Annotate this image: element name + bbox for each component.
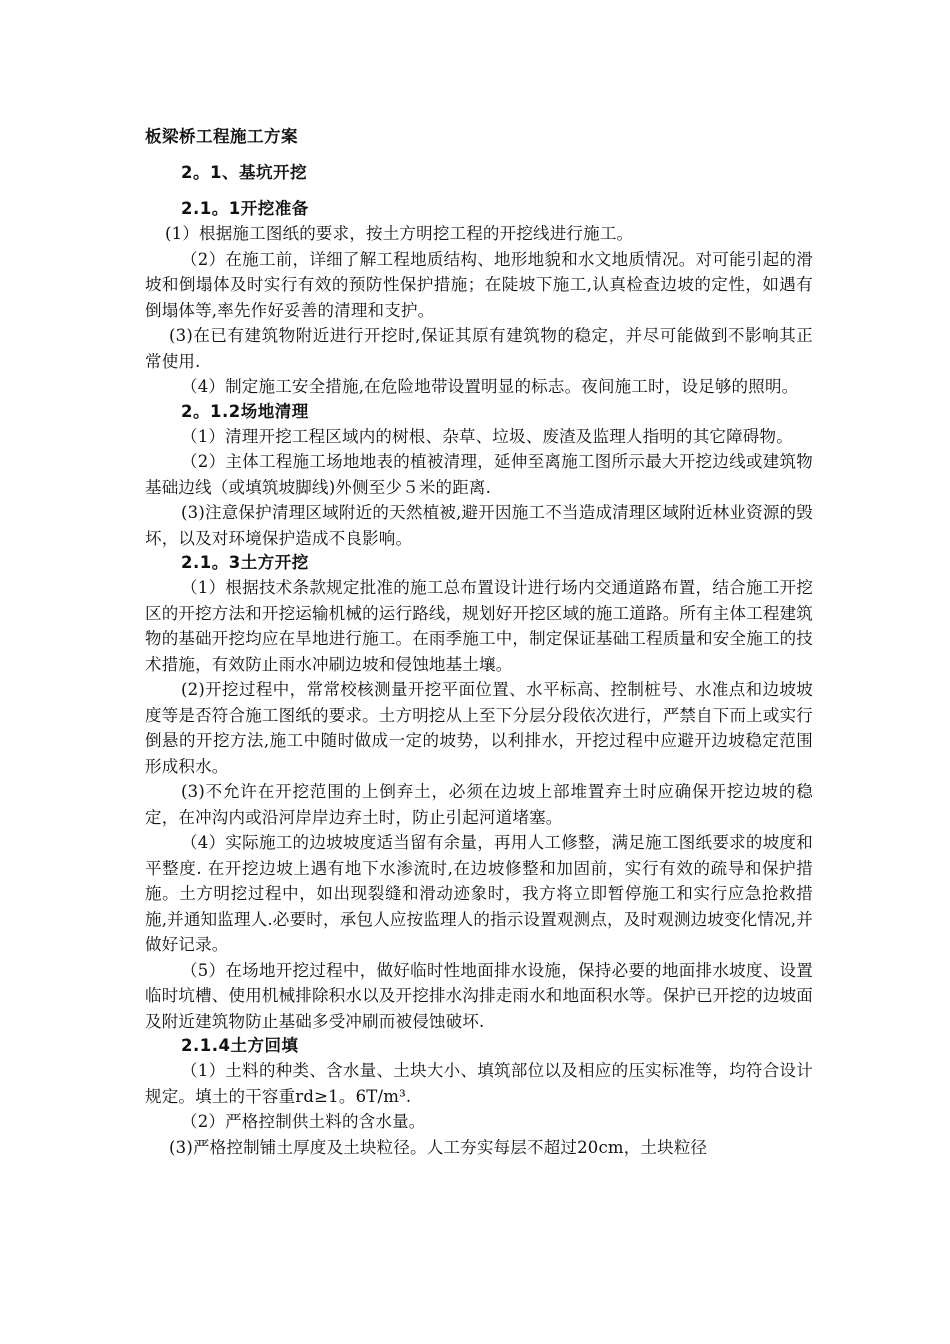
document-page bbox=[145, 125, 813, 1160]
document-title: 板梁桥工程施工方案 bbox=[145, 127, 298, 146]
paragraph: (3)不允许在开挖范围的上倒弃土，必须在边坡上部堆置弃土时应确保开挖边坡的稳定，在冲沟内或沿河岸岸边弃土时，防止引起河道堵塞。 bbox=[145, 782, 813, 827]
paragraph: (3)注意保护清理区域附近的天然植被,避开因施工不当造成清理区域附近林业资源的毁坏，以及对环境保护造成不良影响。 bbox=[145, 503, 813, 548]
section-heading: 2。1、基坑开挖 bbox=[181, 163, 307, 182]
paragraph: （1）土料的种类、含水量、土块大小、填筑部位以及相应的压实标准等，均符合设计规定。填土的干容重rd≥1。6T/m³. bbox=[145, 1061, 813, 1106]
paragraph: （5）在场地开挖过程中，做好临时性地面排水设施，保持必要的地面排水坡度、设置临时坑槽、使用机械排除积水以及开挖排水沟排走雨水和地面积水等。保护已开挖的边坡面及附近建筑物防止基础多受冲刷而被侵蚀破坏. bbox=[145, 960, 813, 1031]
paragraph: (1）根据施工图纸的要求，按土方明挖工程的开挖线进行施工。 bbox=[165, 224, 634, 243]
paragraph: (2)开挖过程中，常常校核测量开挖平面位置、水平标高、控制桩号、水准点和边坡坡度等是否符合施工图纸的要求。土方明挖从上至下分层分段依次进行，严禁自下而上或实行倒悬的开挖方法,施工中随时做成一定的坡势，以利排水，开挖过程中应避开边坡稳定范围形成积水。 bbox=[145, 680, 813, 776]
paragraph: （2）在施工前，详细了解工程地质结构、地形地貌和水文地质情况。对可能引起的滑坡和倒塌体及时实行有效的预防性保护措施；在陡坡下施工,认真检查边坡的定性，如遇有倒塌体等,率先作好妥善的清理和支护。 bbox=[145, 249, 813, 320]
paragraph: （2）严格控制供土料的含水量。 bbox=[181, 1112, 426, 1131]
subsection-heading-excavation-prep: 2.1。1开挖准备 bbox=[181, 199, 309, 218]
subsection-heading-earth-excavation: 2.1。3土方开挖 bbox=[181, 553, 309, 572]
paragraph: （1）根据技术条款规定批准的施工总布置设计进行场内交通道路布置，结合施工开挖区的开挖方法和开挖运输机械的运行路线，规划好开挖区域的施工道路。所有主体工程建筑物的基础开挖均应在旱地进行施工。在雨季施工中，制定保证基础工程质量和安全施工的技术措施，有效防止雨水冲刷边坡和侵蚀地基土壤。 bbox=[145, 578, 813, 674]
subsection-heading-backfill: 2.1.4土方回填 bbox=[181, 1036, 299, 1055]
paragraph: （4）制定施工安全措施,在危险地带设置明显的标志。夜间施工时，设足够的照明。 bbox=[181, 377, 799, 396]
paragraph: （4）实际施工的边坡坡度适当留有余量，再用人工修整，满足施工图纸要求的坡度和平整度. 在开挖边坡上遇有地下水渗流时,在边坡修整和加固前，实行有效的疏导和保护措施。土方明挖过程中，如出现裂缝和滑动迹象时，我方将立即暂停施工和实行应急抢救措施,并通知监理人.必要时，承包人应按监理人的指示设置观测点，及时观测边坡变化情况,并做好记录。 bbox=[145, 833, 813, 954]
subsection-heading-site-clearing: 2。1.2场地清理 bbox=[181, 401, 309, 421]
paragraph: （2）主体工程施工场地地表的植被清理，延伸至离施工图所示最大开挖边线或建筑物基础边线（或填筑坡脚线)外侧至少５米的距离. bbox=[145, 452, 813, 497]
paragraph: （1）清理开挖工程区域内的树根、杂草、垃圾、废渣及监理人指明的其它障碍物。 bbox=[181, 426, 793, 446]
paragraph: (3)严格控制铺土厚度及土块粒径。人工夯实每层不超过20cm，土块粒径 bbox=[169, 1137, 708, 1157]
paragraph: (3)在已有建筑物附近进行开挖时,保证其原有建筑物的稳定，并尽可能做到不影响其正常使用. bbox=[145, 326, 813, 371]
